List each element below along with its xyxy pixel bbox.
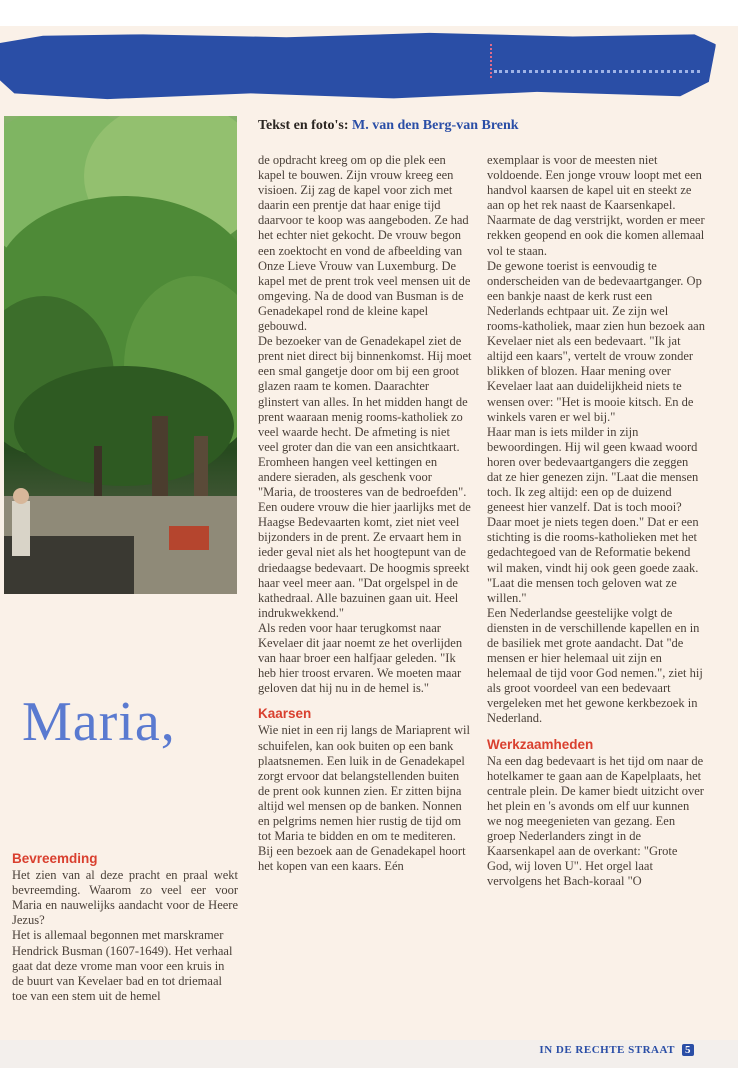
column-2	[258, 153, 472, 874]
paragraph: Het zien van al deze pracht en praal wekt bevreemding. Waarom zo veel eer voor Maria en nauwelijks aandacht voor de Heere Jezus?	[12, 868, 238, 928]
paragraph: De bezoeker van de Genadekapel ziet de prent niet direct bij binnenkomst. Hij moet een smal gangetje door om bij een groot glazen raam te komen. Daarachter glinstert van alles. In het midden hangt de prent waaraan menig rooms-katholiek zo veel waarde hecht. De afmeting is niet veel groter dan die van een ansichtkaart. Eromheen hangen veel kettingen en andere sieraden, als geschenk voor "Maria, de troosteres van de bedroefden".	[258, 334, 472, 500]
paragraph: exemplaar is voor de meesten niet voldoende. Een jonge vrouw loopt met een handvol kaarsen de kapel uit en steekt ze aan op het rek naast de Kaarsenkapel. Naarmate de dag verstrijkt, worden er meer rekken geopend en ook die komen allemaal vol te staan.	[487, 153, 705, 258]
street-photo	[4, 116, 237, 594]
paragraph: Wie niet in een rij langs de Mariaprent wil schuifelen, kan ook buiten op een bank plaatsnemen. Een luik in de Genadekapel zorgt ervoor dat belangstellenden buiten de prent ook kunnen zien. Er zitten bijna altijd wel mensen op de banken. Nonnen en pelgrims nemen hier rustig de tijd om tot Maria te bidden en om te mediteren.	[258, 723, 470, 844]
section-heading-bevreemding: Bevreemding	[12, 851, 98, 866]
credit-name: M. van den Berg-van Brenk	[352, 118, 519, 133]
paragraph: De gewone toerist is eenvoudig te onderscheiden van de bedevaartganger. Op een bankje naast de kerk rust een Nederlands echtpaar uit. Ze zijn wel rooms-katholiek, maar zien hun bezoek aan Kevelaer niet als een bedevaart. "Ik jat altijd een kaars", vertelt de vrouw zonder blikken of blozen. Haar mening over Kevelaer laat aan duidelijkheid niets te wensen over: "Het is mooie kitsch. En de winkels varen er wel bij."	[487, 258, 705, 424]
page-footer	[539, 1044, 694, 1056]
column-1	[12, 847, 238, 1004]
banner-dotted-line	[494, 70, 700, 73]
photo-credit	[258, 118, 519, 134]
paragraph: Een oudere vrouw die hier jaarlijks met de Haagse Bedevaarten komt, ziet niet veel bijzonders in de prent. Ze ervaart hem in ieder geval niet als het hoogtepunt van de driedaagse bedevaart. De hoogmis spreekt haar veel meer aan. "Dat orgelspel in de kathedraal. Alle bazuinen gaan uit. Heel indrukwekkend."	[258, 500, 471, 620]
article-title: Maria,	[22, 691, 176, 753]
column-3	[487, 153, 705, 890]
magazine-name: IN DE RECHTE STRAAT	[539, 1044, 675, 1056]
blue-header-banner	[0, 30, 716, 102]
paragraph: Na een dag bedevaart is het tijd om naar de hotelkamer te gaan aan de Kapelplaats, het centrale plein. De kamer biedt uitzicht over het plein en 's avonds om elf uur kunnen we nog meegenieten van gezang. Een groep Nederlanders zingt in de Kaarsenkapel aan de overkant: "Grote God, wij loven U". Het orgel laat vervolgens het Bach-koraal "O	[487, 753, 704, 889]
paragraph: Als reden voor haar terugkomst naar Kevelaer dit jaar noemt ze het overlijden van haar broer een halfjaar geleden. "Ik heb hier troost ervaren. We moeten maar geloven dat hij nu in de hemel is."	[258, 620, 463, 696]
page-number: 5	[682, 1044, 694, 1056]
paragraph: Een Nederlandse geestelijke volgt de diensten in de verschillende kapellen en in de basiliek met grote aandacht. Dat "de mensen er hier helemaal uit zijn en helemaal de tijd voor God nemen.", ziet hij als groot voordeel van een bedevaart vergeleken met het gewone kerkbezoek in Nederland.	[487, 605, 703, 726]
tree-lined-street-photo	[4, 116, 237, 594]
section-heading-werkzaamheden: Werkzaamheden	[487, 736, 594, 752]
credit-label: Tekst en foto's:	[258, 118, 349, 133]
paragraph: Het is allemaal begonnen met marskramer Hendrick Busman (1607-1649). Het verhaal gaat dat deze vrome man voor een kruis in de buurt van Kevelaer bad en tot driemaal toe van een stem uit de hemel	[12, 928, 233, 1003]
top-strip	[0, 0, 738, 26]
paragraph: Bij een bezoek aan de Genadekapel hoort het kopen van een kaars. Eén	[258, 844, 466, 874]
paragraph: Haar man is iets milder in zijn bewoordingen. Hij wil geen kwaad woord horen over bedevaartgangers die zeggen dat ze hier genezen zijn. "Laat die mensen toch. Ik zeg altijd: een op de duizend geneest hier vanzelf. Dat is toch mooi? Daar moet je niets tegen doen." Dat er een stichting is die rooms-katholieken met het gedachtegoed van de Reformatie bekend wil maken, vindt hij ook geen goede zaak. "Laat die mensen toch geloven wat ze willen."	[487, 424, 699, 605]
section-heading-kaarsen: Kaarsen	[258, 706, 312, 722]
banner-vertical-dots	[490, 44, 492, 78]
paragraph: de opdracht kreeg om op die plek een kapel te bouwen. Zijn vrouw kreeg een visioen. Zij zag de kapel voor zich met daarin een prentje dat haar enige tijd daarvoor te koop was aangeboden. Ze had het echter niet gekocht. De vrouw begon een zoektocht en vond de afbeelding van Onze Lieve Vrouw van Luxemburg. De kapel met de prent trok veel mensen uit de omgeving. Na de dood van Busman is de Genadekapel rond de kleine kapel gebouwd.	[258, 153, 471, 334]
